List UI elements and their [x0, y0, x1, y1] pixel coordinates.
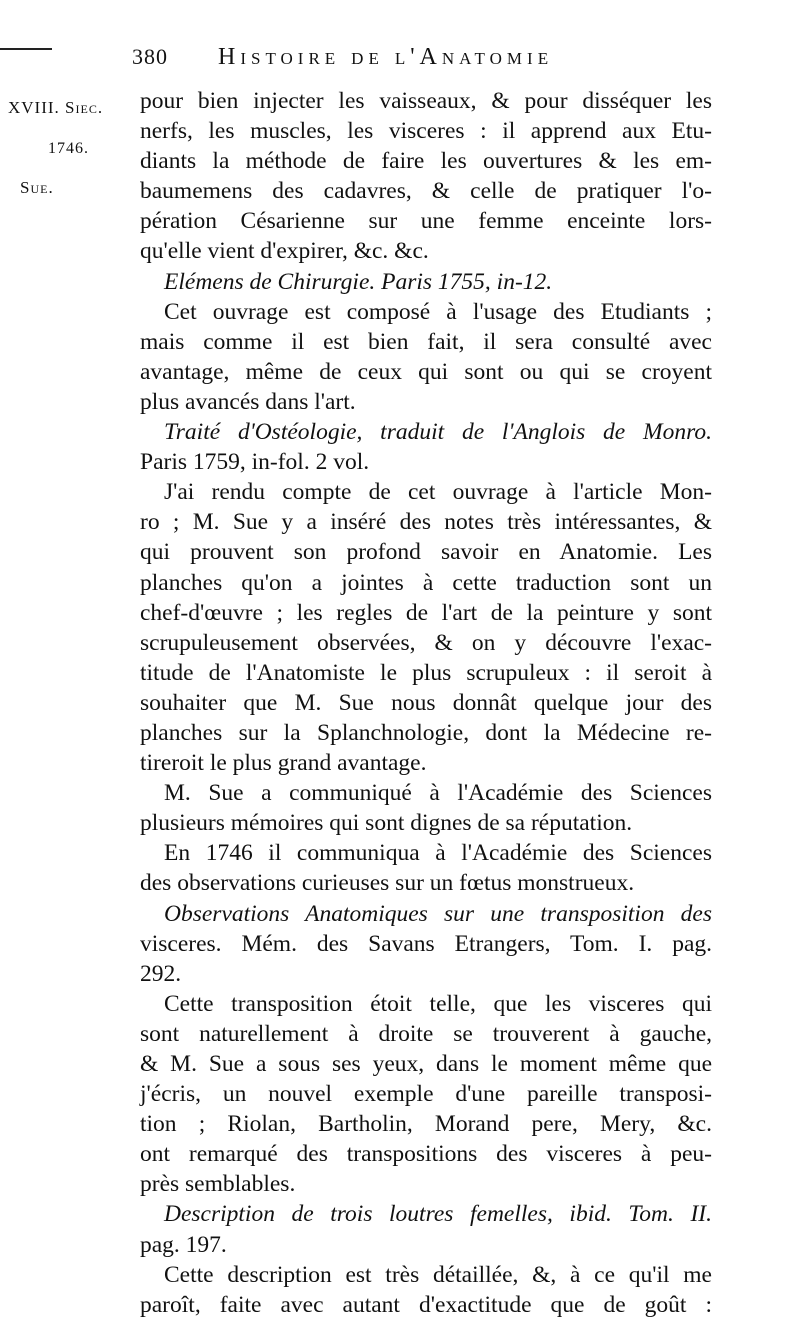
- text-line: En 1746 il communiqua à l'Académie des Sciences: [164, 840, 712, 867]
- book-title-line: Traité d'Ostéologie, traduit de l'Anglois de Monro.: [164, 419, 712, 446]
- text-line: J'ai rendu compte de cet ouvrage à l'article Mon-: [164, 479, 712, 506]
- text-line: pag. 197.: [140, 1231, 227, 1258]
- text-line: Cette description est très détaillée, &, à ce qu'il me: [164, 1261, 712, 1288]
- text-line: & M. Sue a sous ses yeux, dans le moment même que: [140, 1051, 712, 1077]
- text-line: planches sur la Splanchnologie, dont la Médecine re-: [140, 719, 712, 746]
- page-number: 380: [132, 44, 168, 69]
- book-title-line: Observations Anatomiques sur une transposition des: [164, 900, 712, 927]
- text-line: paroît, faite avec autant d'exactitude que de goût :: [140, 1291, 712, 1318]
- text-line: qui prouvent son profond savoir en Anatomie. Les: [140, 539, 712, 566]
- text-line: Paris 1759, in-fol. 2 vol.: [140, 449, 370, 476]
- margin-note-author: Sue.: [20, 178, 54, 197]
- running-title: Histoire de l'Anatomie: [218, 44, 554, 70]
- text-line: 292.: [140, 960, 182, 987]
- text-line: plusieurs mémoires qui sont dignes de sa réputation.: [140, 810, 633, 837]
- text-line: Cette transposition étoit telle, que les visceres qui: [164, 990, 712, 1017]
- text-line: M. Sue a communiqué à l'Académie des Sciences: [164, 780, 712, 807]
- text-line: tireroit le plus grand avantage.: [140, 750, 427, 777]
- text-line: chef-d'œuvre ; les regles de l'art de la peinture y sont: [140, 599, 712, 626]
- text-line: tion ; Riolan, Bartholin, Morand pere, Mery, &c.: [140, 1111, 712, 1138]
- text-line: scrupuleusement observées, & on y découvre l'exac-: [140, 629, 712, 656]
- text-line: plus avancés dans l'art.: [140, 388, 356, 415]
- text-line: sont naturellement à droite se trouverent à gauche,: [140, 1020, 712, 1047]
- header-rule: [0, 48, 52, 50]
- text-line: qu'elle vient d'expirer, &c. &c.: [140, 238, 429, 265]
- text-line: nerfs, les muscles, les visceres : il apprend aux Etu-: [140, 118, 712, 145]
- text-line: ont remarqué des transpositions des visceres à peu-: [140, 1141, 712, 1168]
- text-line: souhaiter que M. Sue nous donnât quelque jour des: [140, 689, 712, 716]
- text-line: mais comme il est bien fait, il sera consulté avec: [140, 328, 712, 355]
- text-line: planches qu'on a jointes à cette traduction sont un: [140, 569, 712, 596]
- book-title-line: Elémens de Chirurgie. Paris 1755, in-12.: [164, 268, 553, 295]
- text-line: ro ; M. Sue y a inséré des notes très intéressantes, &: [140, 509, 712, 536]
- text-line: avantage, même de ceux qui sont ou qui se croyent: [140, 358, 712, 385]
- text-line: près semblables.: [140, 1171, 296, 1198]
- text-line: j'écris, un nouvel exemple d'une pareille transposi-: [140, 1081, 712, 1108]
- body-text: [140, 86, 712, 1320]
- text-line: visceres. Mém. des Savans Etrangers, Tom. I. pag.: [140, 930, 712, 957]
- text-line: pération Césarienne sur une femme enceinte lors-: [140, 208, 712, 235]
- text-line: pour bien injecter les vaisseaux, & pour disséquer les: [140, 88, 712, 114]
- margin-note-century: XVIII. Siec.: [8, 98, 104, 117]
- text-line: titude de l'Anatomiste le plus scrupuleux : il seroit à: [140, 659, 712, 686]
- text-line: diants la méthode de faire les ouvertures & les em-: [140, 148, 712, 175]
- text-line: baumemens des cadavres, & celle de pratiquer l'o-: [140, 178, 712, 205]
- text-line: des observations curieuses sur un fœtus monstrueux.: [140, 870, 635, 897]
- book-title-line: Description de trois loutres femelles, ibid. Tom. II.: [164, 1201, 712, 1228]
- margin-note-year: 1746.: [48, 140, 89, 157]
- text-line: Cet ouvrage est composé à l'usage des Etudiants ;: [164, 298, 712, 325]
